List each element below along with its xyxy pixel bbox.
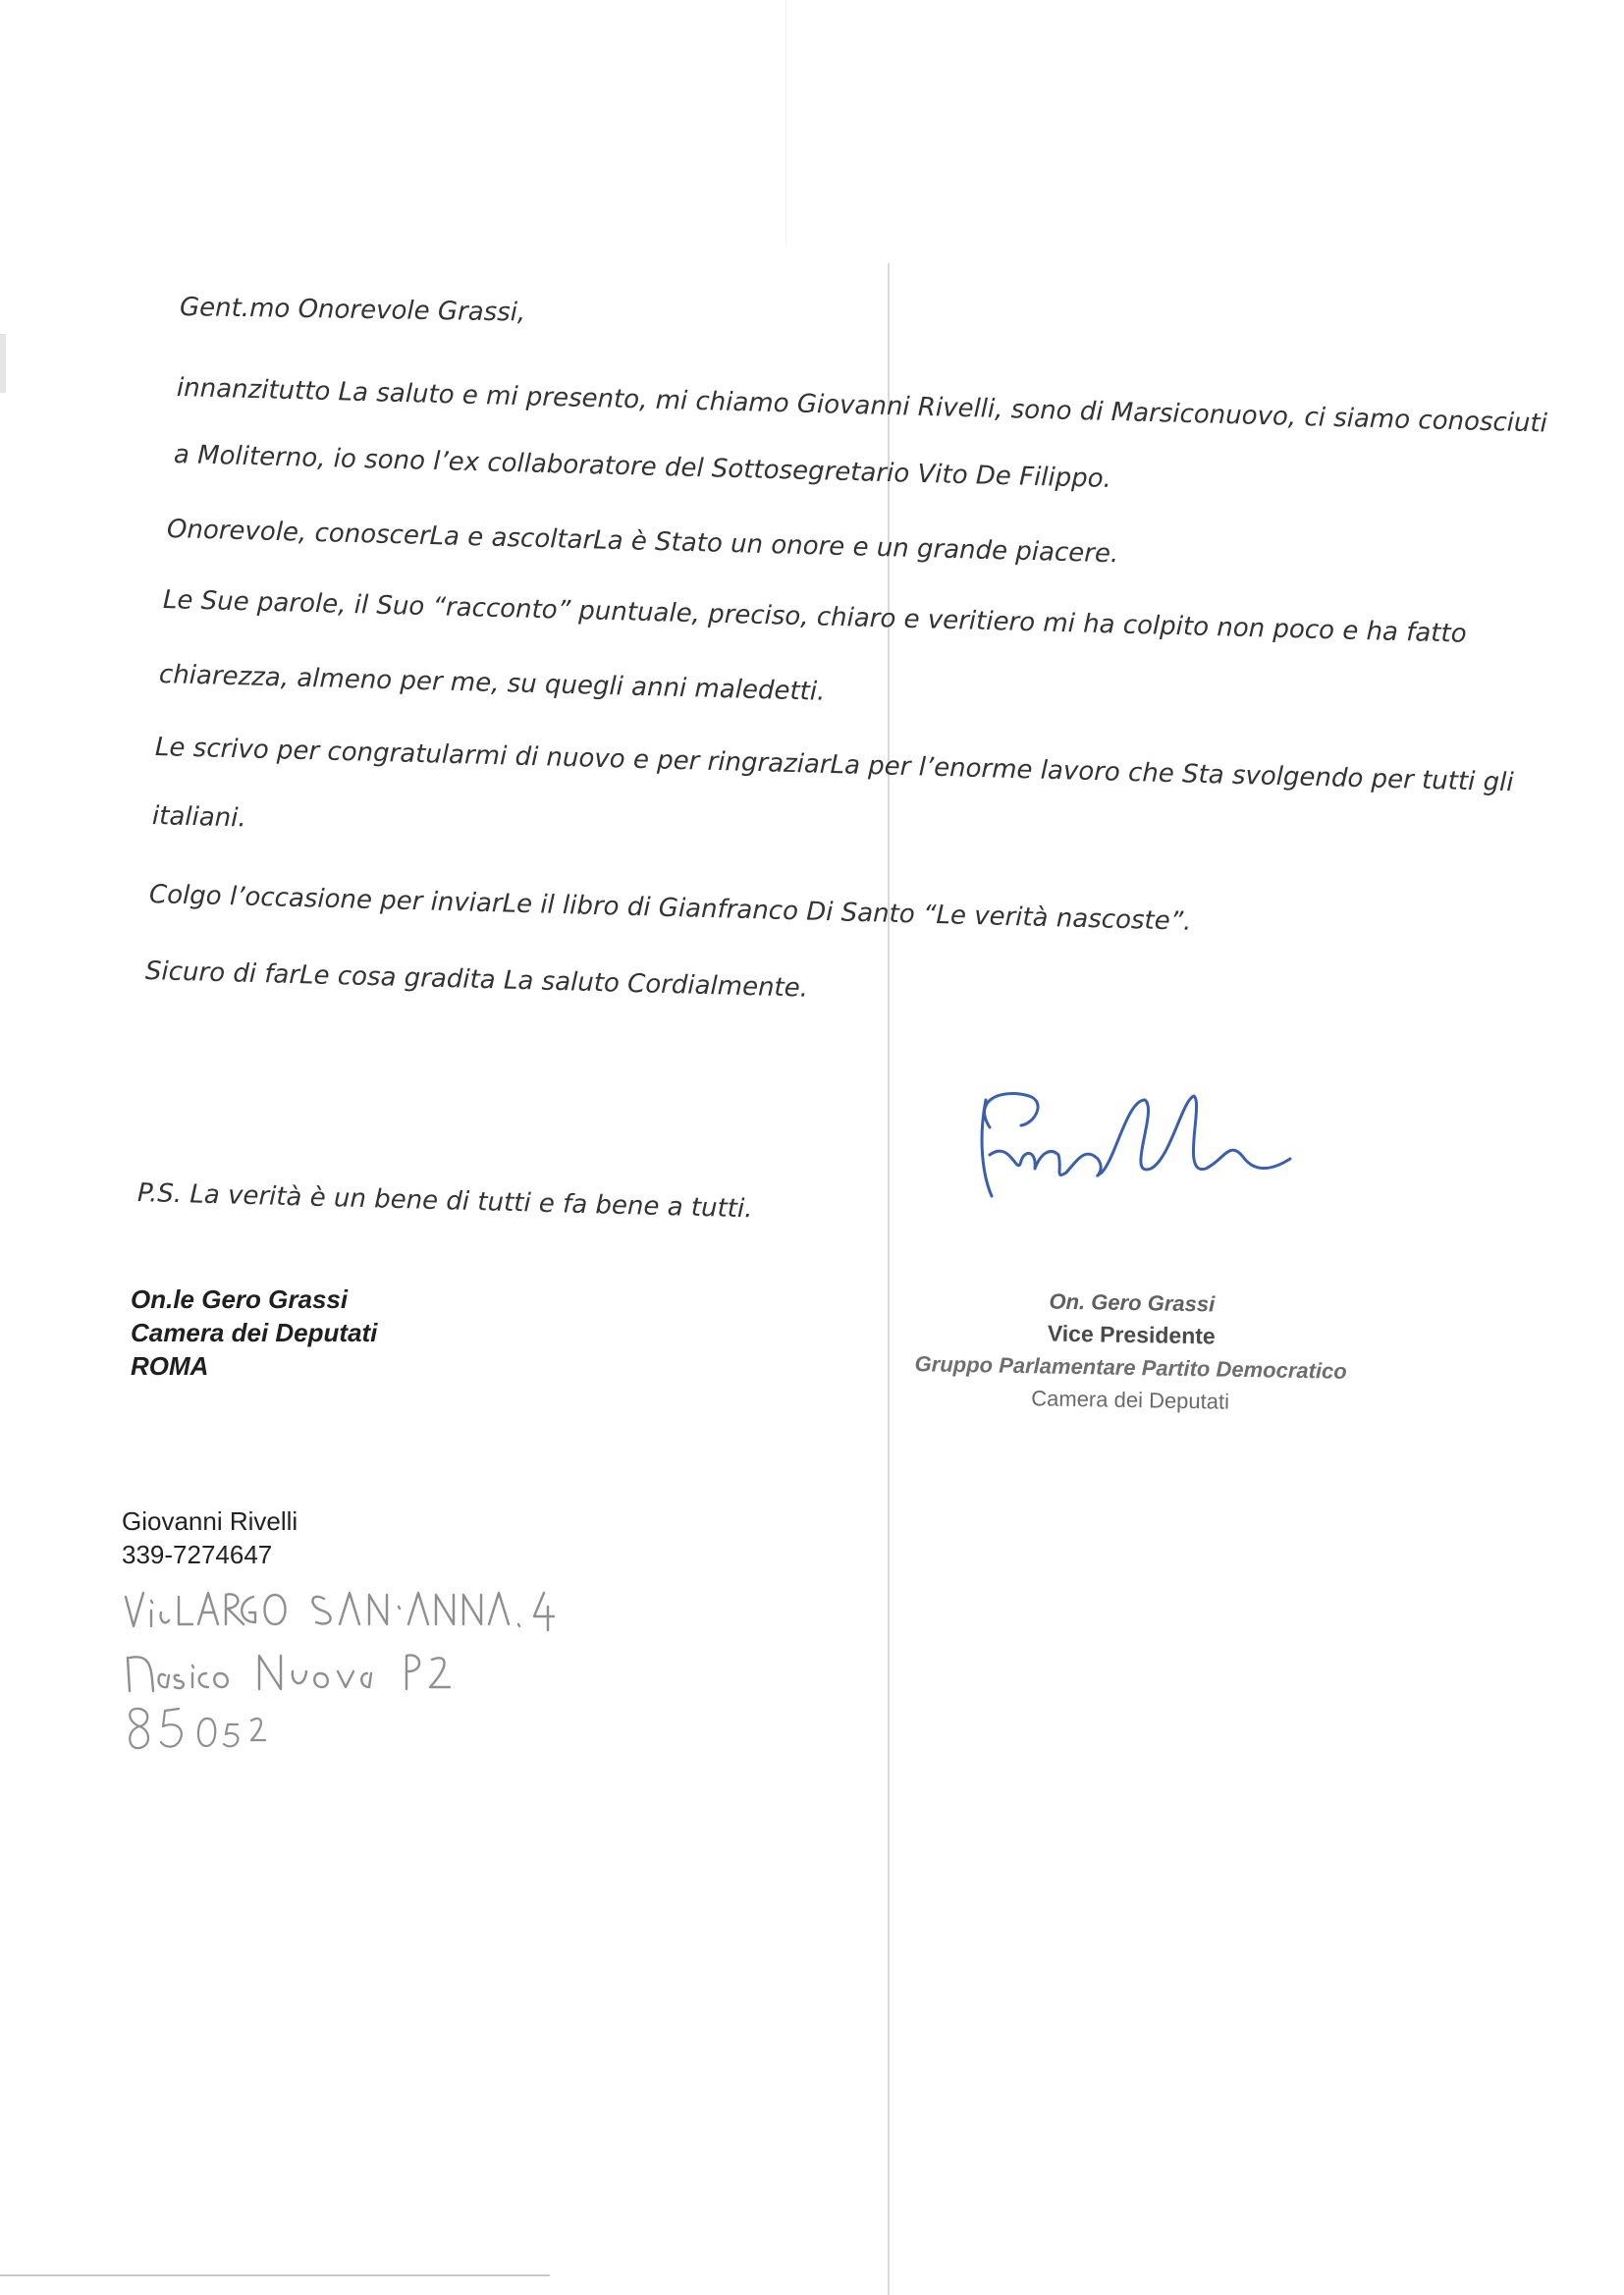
handwritten-signature — [952, 1070, 1345, 1208]
body-line: a Moliterno, io sono l’ex collaboratore del Sottosegretario Vito De Filippo. — [173, 440, 1112, 494]
handwritten-address-line — [122, 1697, 632, 1756]
sender-phone: 339-7274647 — [122, 1540, 273, 1569]
recipient-name: On.le Gero Grassi — [131, 1284, 349, 1314]
stamp-group: Gruppo Parlamentare Partito Democratico — [914, 1351, 1347, 1384]
body-line: Sicuro di farLe cosa gradita La saluto Cordialmente. — [144, 956, 809, 1004]
recipient-city: ROMA — [131, 1351, 209, 1381]
sender-name: Giovanni Rivelli — [122, 1506, 298, 1536]
body-line: Le scrivo per congratularmi di nuovo e per ringraziarLa per l’enorme lavoro che Sta svolgendo per tutti gli — [154, 733, 1514, 798]
official-stamp — [904, 1283, 1358, 1420]
stamp-chamber: Camera dei Deputati — [1031, 1386, 1230, 1414]
sender-block — [122, 1504, 298, 1571]
handwritten-address-line — [122, 1638, 632, 1697]
fold-line — [888, 263, 890, 2295]
body-line: Le Sue parole, il Suo “racconto” puntuale, preciso, chiaro e veritiero mi ha colpito non poco e ha fatto — [162, 585, 1467, 649]
postscript: P.S. La verità è un bene di tutti e fa bene a tutti. — [136, 1178, 753, 1225]
scan-edge — [0, 334, 6, 393]
body-line: italiani. — [151, 801, 247, 834]
recipient-block — [131, 1283, 377, 1383]
body-line: chiarezza, almeno per me, su quegli anni maledetti. — [158, 660, 826, 707]
recipient-institution: Camera dei Deputati — [131, 1318, 378, 1347]
body-line: innanzitutto La saluto e mi presento, mi chiamo Giovanni Rivelli, sono di Marsiconuovo, ci siamo conosciuti — [176, 373, 1548, 439]
handwritten-address-line — [122, 1577, 632, 1636]
scan-edge — [0, 2274, 550, 2276]
stamp-role: Vice Presidente — [1047, 1320, 1216, 1349]
body-line: Colgo l’occasione per inviarLe il libro di Gianfranco Di Santo “Le verità nascoste”. — [148, 880, 1192, 937]
scan-artifact — [785, 0, 786, 246]
body-line: Onorevole, conoscerLa e ascoltarLa è Stato un onore e un grande piacere. — [166, 515, 1119, 570]
stamp-name: On. Gero Grassi — [1049, 1288, 1216, 1317]
salutation: Gent.mo Onorevole Grassi, — [179, 293, 526, 328]
